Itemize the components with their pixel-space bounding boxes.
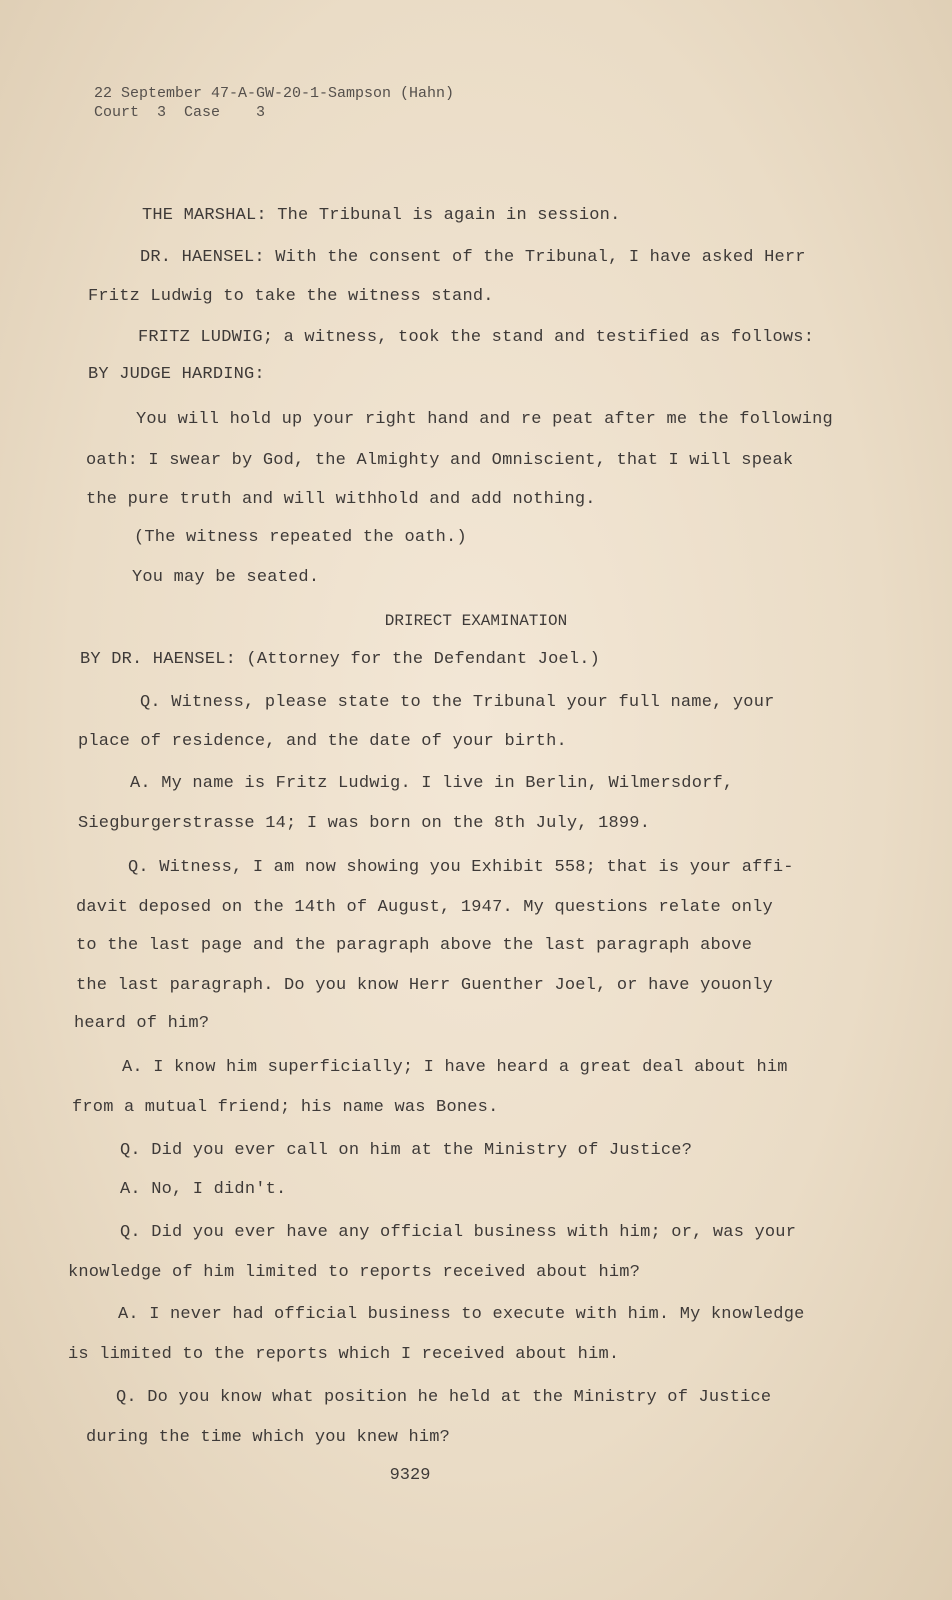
transcript-line: A. No, I didn't. <box>120 1180 287 1199</box>
section-heading: DRIRECT EXAMINATION <box>384 612 568 630</box>
transcript-line: THE MARSHAL: The Tribunal is again in session. <box>142 206 621 225</box>
transcript-line: A. My name is Fritz Ludwig. I live in Berlin, Wilmersdorf, <box>130 774 734 793</box>
transcript-line: A. I know him superficially; I have heard a great deal about him <box>122 1058 788 1077</box>
transcript-line: Q. Did you ever have any official business with him; or, was your <box>120 1223 797 1242</box>
transcript-line: the last paragraph. Do you know Herr Guenther Joel, or have youonly <box>76 976 773 995</box>
transcript-line: You may be seated. <box>132 568 320 587</box>
transcript-line: Q. Witness, please state to the Tribunal your full name, your <box>140 693 775 712</box>
page-number: 9329 <box>389 1466 431 1485</box>
transcript-line: Q. Did you ever call on him at the Ministry of Justice? <box>120 1141 693 1160</box>
document-header <box>94 84 454 122</box>
transcript-line: BY JUDGE HARDING: <box>88 365 265 384</box>
header-line-2: Court 3 Case 3 <box>94 104 266 121</box>
transcript-line: BY DR. HAENSEL: (Attorney for the Defendant Joel.) <box>80 650 601 669</box>
transcript-line: place of residence, and the date of your birth. <box>78 732 567 751</box>
transcript-line: during the time which you knew him? <box>86 1428 451 1447</box>
transcript-line: to the last page and the paragraph above the last paragraph above <box>76 936 753 955</box>
header-line-1: 22 September 47-A-GW-20-1-Sampson (Hahn) <box>94 85 455 102</box>
transcript-line: oath: I swear by God, the Almighty and Omniscient, that I will speak <box>86 451 794 470</box>
transcript-line: davit deposed on the 14th of August, 1947. My questions relate only <box>76 898 773 917</box>
transcript-line: FRITZ LUDWIG; a witness, took the stand and testified as follows: <box>138 328 815 347</box>
transcript-line: Q. Witness, I am now showing you Exhibit 558; that is your affi- <box>128 858 794 877</box>
transcript-line: (The witness repeated the oath.) <box>134 528 467 547</box>
transcript-line: Fritz Ludwig to take the witness stand. <box>88 287 494 306</box>
transcript-line: the pure truth and will withhold and add nothing. <box>86 490 596 509</box>
transcript-line: DR. HAENSEL: With the consent of the Tribunal, I have asked Herr <box>140 248 806 267</box>
transcript-line: A. I never had official business to execute with him. My knowledge <box>118 1305 805 1324</box>
transcript-line: Q. Do you know what position he held at the Ministry of Justice <box>116 1388 772 1407</box>
transcript-line: from a mutual friend; his name was Bones. <box>72 1098 499 1117</box>
transcript-line: is limited to the reports which I received about him. <box>68 1345 620 1364</box>
transcript-line: heard of him? <box>74 1014 210 1033</box>
transcript-line: Siegburgerstrasse 14; I was born on the 8th July, 1899. <box>78 814 651 833</box>
transcript-line: knowledge of him limited to reports received about him? <box>68 1263 641 1282</box>
transcript-line: You will hold up your right hand and re peat after me the following <box>136 410 833 429</box>
